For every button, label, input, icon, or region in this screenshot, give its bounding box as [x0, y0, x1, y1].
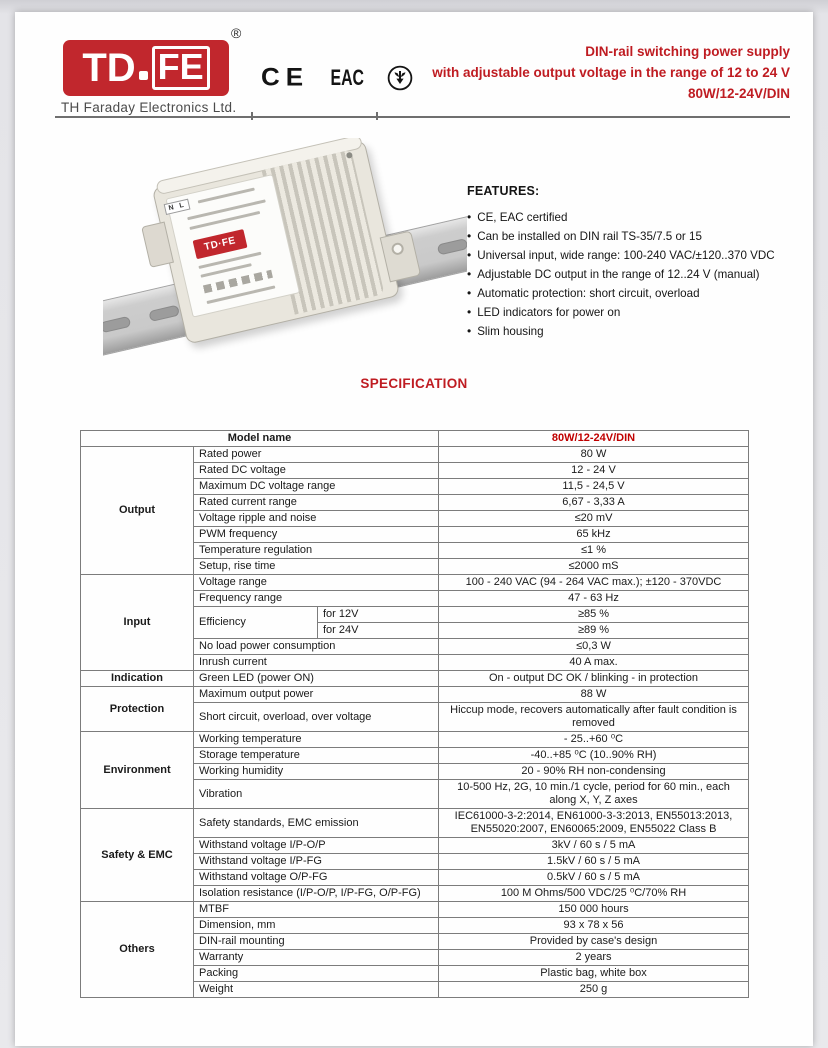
param-cell: Temperature regulation [194, 543, 439, 559]
value-cell: 93 x 78 x 56 [439, 918, 749, 934]
power-supply-unit [152, 140, 400, 345]
value-cell: 250 g [439, 982, 749, 998]
value-cell: 150 000 hours [439, 902, 749, 918]
divider-tick [251, 112, 253, 120]
features-heading: FEATURES: [467, 184, 540, 198]
screw-hole [390, 242, 404, 256]
category-cell: Indication [81, 671, 194, 687]
registered-trademark-symbol: ® [231, 25, 242, 41]
header-divider [55, 116, 790, 118]
feature-text: Can be installed on DIN rail TS-35/7.5 or 15 [477, 230, 702, 243]
feature-item [467, 322, 812, 341]
value-cell: 88 W [439, 687, 749, 703]
value-cell: 1.5kV / 60 s / 5 mA [439, 854, 749, 870]
value-cell: 11,5 - 24,5 V [439, 479, 749, 495]
value-cell: On - output DC OK / blinking - in protection [439, 671, 749, 687]
category-cell: Safety & EMC [81, 809, 194, 902]
features-list [467, 208, 812, 341]
param-cell: Rated power [194, 447, 439, 463]
spec-table [80, 430, 749, 998]
conformity-arrow-icon [386, 64, 414, 92]
rail-slot [148, 305, 180, 322]
param-cell: Isolation resistance (I/P-O/P, I/P-FG, O/P-FG) [194, 886, 439, 902]
bullet-icon: • [467, 324, 472, 338]
param-cell: Safety standards, EMC emission [194, 809, 439, 838]
value-cell: 3kV / 60 s / 5 mA [439, 838, 749, 854]
feature-text: Automatic protection: short circuit, overload [477, 287, 700, 300]
param-cell: Short circuit, overload, over voltage [194, 703, 439, 732]
sub-param-cell: for 12V [318, 607, 439, 623]
bullet-icon: • [467, 267, 472, 281]
category-cell: Environment [81, 732, 194, 809]
bullet-icon: • [467, 286, 472, 300]
terminal-label: N L [164, 199, 191, 215]
value-cell: Plastic bag, white box [439, 966, 749, 982]
label-text-line [198, 188, 255, 204]
param-cell: Withstand voltage I/P-FG [194, 854, 439, 870]
spec-row [81, 902, 749, 918]
value-cell: ≤2000 mS [439, 559, 749, 575]
spec-row [81, 732, 749, 748]
param-cell: Voltage ripple and noise [194, 511, 439, 527]
logo-fe-text: FE [152, 46, 210, 90]
bullet-icon: • [467, 229, 472, 243]
title-line-2: with adjustable output voltage in the range of 12 to 24 V [432, 65, 790, 80]
category-cell: Output [81, 447, 194, 575]
feature-item [467, 265, 812, 284]
value-cell: Provided by case's design [439, 934, 749, 950]
feature-item [467, 227, 812, 246]
param-cell: Frequency range [194, 591, 439, 607]
param-cell: Working humidity [194, 764, 439, 780]
feature-text: Slim housing [477, 325, 544, 338]
model-name-header-cell: Model name [81, 431, 439, 447]
value-cell: 0.5kV / 60 s / 5 mA [439, 870, 749, 886]
param-cell: Setup, rise time [194, 559, 439, 575]
certification-marks [261, 62, 414, 93]
param-cell: Green LED (power ON) [194, 671, 439, 687]
specification-heading: SPECIFICATION [360, 376, 468, 391]
value-cell: ≤20 mV [439, 511, 749, 527]
param-cell: Withstand voltage I/P-O/P [194, 838, 439, 854]
value-cell: 80 W [439, 447, 749, 463]
value-cell: 10-500 Hz, 2G, 10 min./1 cycle, period for 60 min., each along X, Y, Z axes [439, 780, 749, 809]
value-cell: 2 years [439, 950, 749, 966]
value-cell: IEC61000-3-2:2014, EN61000-3-3:2013, EN55013:2013, EN55020:2007, EN60065:2009, EN55022 Class B [439, 809, 749, 838]
logo-dot-icon [139, 71, 148, 80]
param-cell: Dimension, mm [194, 918, 439, 934]
param-cell: Packing [194, 966, 439, 982]
param-cell: No load power consumption [194, 639, 439, 655]
feature-item [467, 208, 812, 227]
param-cell: Voltage range [194, 575, 439, 591]
value-cell: -40..+85 ⁰C (10..90% RH) [439, 748, 749, 764]
param-cell: Working temperature [194, 732, 439, 748]
category-cell: Protection [81, 687, 194, 732]
feature-item [467, 303, 812, 322]
param-cell: DIN-rail mounting [194, 934, 439, 950]
param-cell: MTBF [194, 902, 439, 918]
model-value-header-cell: 80W/12-24V/DIN [439, 431, 749, 447]
ce-mark-icon: CE [261, 62, 310, 92]
param-cell: Maximum output power [194, 687, 439, 703]
feature-item [467, 284, 812, 303]
value-cell: Hiccup mode, recovers automatically after fault condition is removed [439, 703, 749, 732]
category-cell: Others [81, 902, 194, 998]
spec-row [81, 809, 749, 838]
feature-item [467, 246, 812, 265]
feature-text: CE, EAC certified [477, 211, 568, 224]
param-cell: Warranty [194, 950, 439, 966]
rail-slot [437, 238, 467, 255]
param-cell: Rated current range [194, 495, 439, 511]
param-cell: Maximum DC voltage range [194, 479, 439, 495]
datasheet-page [15, 12, 813, 1046]
param-cell: Inrush current [194, 655, 439, 671]
divider-tick [376, 112, 378, 120]
value-cell: 47 - 63 Hz [439, 591, 749, 607]
value-cell: 6,67 - 3,33 A [439, 495, 749, 511]
bullet-icon: • [467, 248, 472, 262]
mounting-ear [141, 222, 174, 268]
bullet-icon: • [467, 210, 472, 224]
features-section [467, 184, 812, 341]
eac-mark-icon: EAC [330, 64, 365, 90]
value-cell: 20 - 90% RH non-condensing [439, 764, 749, 780]
product-photo [103, 138, 467, 376]
feature-text: LED indicators for power on [477, 306, 621, 319]
value-cell: ≤1 % [439, 543, 749, 559]
value-cell: 100 M Ohms/500 VDC/25 ⁰C/70% RH [439, 886, 749, 902]
document-title [432, 41, 790, 104]
feature-text: Universal input, wide range: 100-240 VAC/±120..370 VDC [477, 249, 775, 262]
param-cell: Storage temperature [194, 748, 439, 764]
feature-text: Adjustable DC output in the range of 12..24 V (manual) [477, 268, 760, 281]
title-line-1: DIN-rail switching power supply [585, 44, 790, 59]
value-cell: ≥89 % [439, 623, 749, 639]
param-cell: Withstand voltage O/P-FG [194, 870, 439, 886]
sub-param-cell: for 24V [318, 623, 439, 639]
value-cell: - 25..+60 ⁰C [439, 732, 749, 748]
value-cell: 65 kHz [439, 527, 749, 543]
value-cell: 12 - 24 V [439, 463, 749, 479]
param-cell: PWM frequency [194, 527, 439, 543]
value-cell: ≥85 % [439, 607, 749, 623]
spec-row [81, 687, 749, 703]
param-cell: Vibration [194, 780, 439, 809]
spec-header-row [81, 431, 749, 447]
rail-slot [103, 316, 131, 333]
value-cell: 100 - 240 VAC (94 - 264 VAC max.); ±120 - 370VDC [439, 575, 749, 591]
value-cell: ≤0,3 W [439, 639, 749, 655]
value-cell: 40 A max. [439, 655, 749, 671]
company-name: TH Faraday Electronics Ltd. [61, 100, 237, 115]
param-cell: Weight [194, 982, 439, 998]
bullet-icon: • [467, 305, 472, 319]
spec-row [81, 575, 749, 591]
category-cell: Input [81, 575, 194, 671]
param-cell: Efficiency [194, 607, 318, 639]
spec-row [81, 671, 749, 687]
label-logo: TD·FE [193, 229, 248, 259]
title-line-3: 80W/12-24V/DIN [687, 86, 790, 101]
spec-row [81, 447, 749, 463]
logo-td-text: TD [82, 46, 136, 90]
param-cell: Rated DC voltage [194, 463, 439, 479]
company-logo [63, 40, 229, 96]
